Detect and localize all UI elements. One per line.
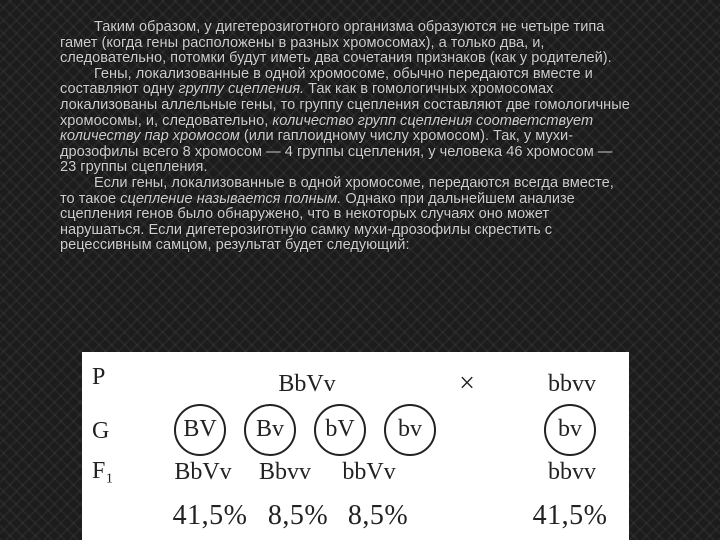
female-genotype: BbVv — [278, 371, 336, 397]
offspring-row — [82, 452, 629, 492]
percentages-row — [82, 496, 629, 536]
term-linkage-group: группу сцепления. — [178, 81, 305, 98]
paragraph-2-text-a: Гены, локализованные в одной хромосоме, обычно передаются вместе и составляют одну — [60, 65, 593, 98]
gamete-5: bv — [544, 404, 596, 456]
rule-linkage-groups-count: количество групп сцепления соответствует количеству пар хромосом — [60, 112, 594, 145]
gamete-1: BV — [174, 404, 226, 456]
offspring-2: Bbvv — [258, 459, 311, 485]
paragraph-2 — [60, 67, 630, 176]
paragraph-1: Таким образом, у дигетерозиготного организма образуются не четыре типа гамет (когда гены расположены в разных хромосомах), а только два, и, следовательно, потомки будут иметь два сочетания признаков (как у родителей). — [60, 19, 612, 67]
gamete-4: bv — [384, 404, 436, 456]
offspring-4: bbvv — [548, 459, 596, 485]
percentage-3: 8,5% — [347, 500, 409, 531]
term-complete-linkage: сцепление называется полным. — [120, 190, 342, 207]
offspring-1: BbVv — [174, 459, 232, 485]
gametes-row — [82, 412, 629, 452]
percentage-2: 8,5% — [267, 500, 329, 531]
cross-scheme-figure — [82, 352, 629, 540]
cross-symbol: × — [459, 368, 475, 399]
male-genotype: bbvv — [548, 371, 596, 397]
label-g: G — [92, 418, 110, 444]
paragraph-3-text-b: Однако при дальнейшем анализе сцепления генов было обнаружено, что в некоторых случаях оно может нарушаться. Если дигетерозиготную самку мухи-дрозофилы скрестить с рецессивным самцом, результат будет следующий: — [60, 190, 575, 254]
paragraph-3 — [60, 176, 630, 254]
paragraph-2-text-b: Так как в гомологичных хромосомах локализованы аллельные гены, то группу сцепления составляют две гомологичные хромосомы, и, следовательно, — [60, 81, 630, 129]
offspring-3: bbVv — [342, 459, 396, 485]
lecture-text — [60, 20, 630, 254]
percentage-1: 41,5% — [172, 500, 248, 531]
paragraph-3-text-a: Если гены, локализованные в одной хромосоме, передаются всегда вместе, то такое — [60, 174, 614, 207]
label-f1: F₁ — [92, 458, 114, 484]
percentage-4: 41,5% — [532, 500, 608, 531]
gamete-2: Bv — [244, 404, 296, 456]
paragraph-2-text-c: (или гаплоидному числу хромосом). Так, у мухи-дрозофилы всего 8 хромосом — 4 группы сцепления, у человека 46 хромосом — 23 группы сцепления. — [60, 128, 613, 176]
gamete-3: bV — [314, 404, 366, 456]
parents-row — [82, 364, 629, 404]
label-p: P — [92, 364, 106, 390]
